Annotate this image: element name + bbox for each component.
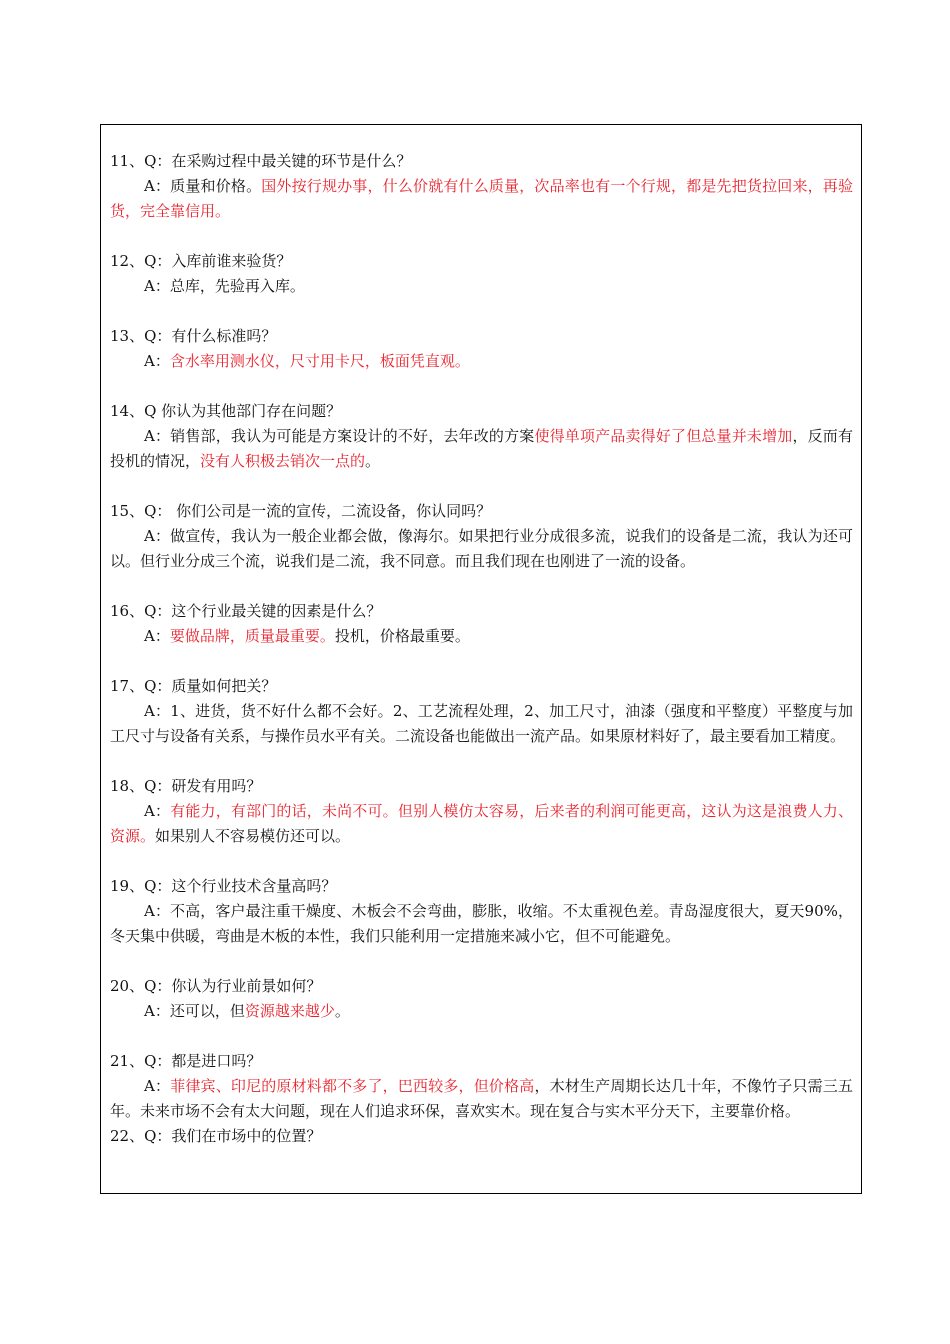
highlight-text: 资源越来越少	[244, 1002, 335, 1020]
answer-13: A：含水率用测水仪，尺寸用卡尺，板面凭直观。	[144, 352, 470, 370]
answer-16: A：要做品牌，质量最重要。投机，价格最重要。	[144, 627, 470, 645]
question-12: 12、Q：入库前谁来验货？	[110, 252, 292, 270]
answer-20: A：还可以，但资源越来越少。	[144, 1002, 350, 1020]
answer-11: A：质量和价格。国外按行规办事，什么价就有什么质量，次品率也有一个行规，都是先把货拉回来，再验货，完全靠信用。	[110, 177, 853, 220]
question-17: 17、Q：质量如何把关？	[110, 677, 277, 695]
highlight-text: 有能力，有部门的话，未尚不可。但别人模仿太容易，后来者的利润可能更高，这认为这是浪费人力、资源。	[110, 802, 853, 845]
qa-table-cell	[100, 124, 862, 1194]
highlight-text: 使得单项产品卖得好了但总量并未增加	[534, 427, 793, 445]
answer-19: A：不高，客户最注重干燥度、木板会不会弯曲，膨胀，收缩。不太重视色差。青岛湿度很大，夏天90%，冬天集中供暖，弯曲是木板的本性，我们只能利用一定措施来减小它，但不可能避免。	[110, 902, 853, 945]
highlight-text: 没有人积极去销次一点的	[200, 452, 366, 470]
highlight-text: 含水率用测水仪，尺寸用卡尺，板面凭直观。	[169, 352, 470, 370]
answer-14: A：销售部，我认为可能是方案设计的不好，去年改的方案使得单项产品卖得好了但总量并未增加，反而有投机的情况，没有人积极去销次一点的。	[110, 427, 853, 470]
question-14: 14、Q 你认为其他部门存在问题？	[110, 402, 342, 420]
question-21: 21、Q：都是进口吗？	[110, 1052, 262, 1070]
answer-17: A：1、进货，货不好什么都不会好。2、工艺流程处理，2、加工尺寸，油漆（强度和平整度）平整度与加工尺寸与设备有关系，与操作员水平有关。二流设备也能做出一流产品。如果原材料好了，最主要看加工精度。	[110, 702, 853, 745]
highlight-text: 要做品牌，质量最重要。	[169, 627, 335, 645]
highlight-text: 国外按行规办事，什么价就有什么质量，次品率也有一个行规，都是先把货拉回来，再验货，完全靠信用。	[110, 177, 853, 220]
interview-content	[110, 149, 853, 1149]
answer-15: A：做宣传，我认为一般企业都会做，像海尔。如果把行业分成很多流，说我们的设备是二流，我认为还可以。但行业分成三个流，说我们是二流，我不同意。而且我们现在也刚进了一流的设备。	[110, 527, 853, 570]
question-22: 22、Q：我们在市场中的位置？	[110, 1127, 322, 1145]
question-18: 18、Q：研发有用吗？	[110, 777, 262, 795]
answer-12: A：总库，先验再入库。	[144, 277, 305, 295]
question-16: 16、Q：这个行业最关键的因素是什么？	[110, 602, 382, 620]
question-13: 13、Q：有什么标准吗？	[110, 327, 277, 345]
question-19: 19、Q：这个行业技术含量高吗？	[110, 877, 337, 895]
answer-21: A：菲律宾、印尼的原材料都不多了，巴西较多，但价格高，木材生产周期长达几十年，不像竹子只需三五年。未来市场不会有太大问题，现在人们追求环保，喜欢实木。现在复合与实木平分天下，主要靠价格。	[110, 1077, 853, 1120]
question-15: 15、Q： 你们公司是一流的宣传，二流设备，你认同吗？	[110, 502, 492, 520]
question-20: 20、Q：你认为行业前景如何？	[110, 977, 322, 995]
question-11: 11、Q：在采购过程中最关键的环节是什么？	[110, 152, 412, 170]
highlight-text: 菲律宾、印尼的原材料都不多了，巴西较多，但价格高	[170, 1077, 535, 1095]
answer-18: A：有能力，有部门的话，未尚不可。但别人模仿太容易，后来者的利润可能更高，这认为这是浪费人力、资源。如果别人不容易模仿还可以。	[110, 802, 853, 845]
